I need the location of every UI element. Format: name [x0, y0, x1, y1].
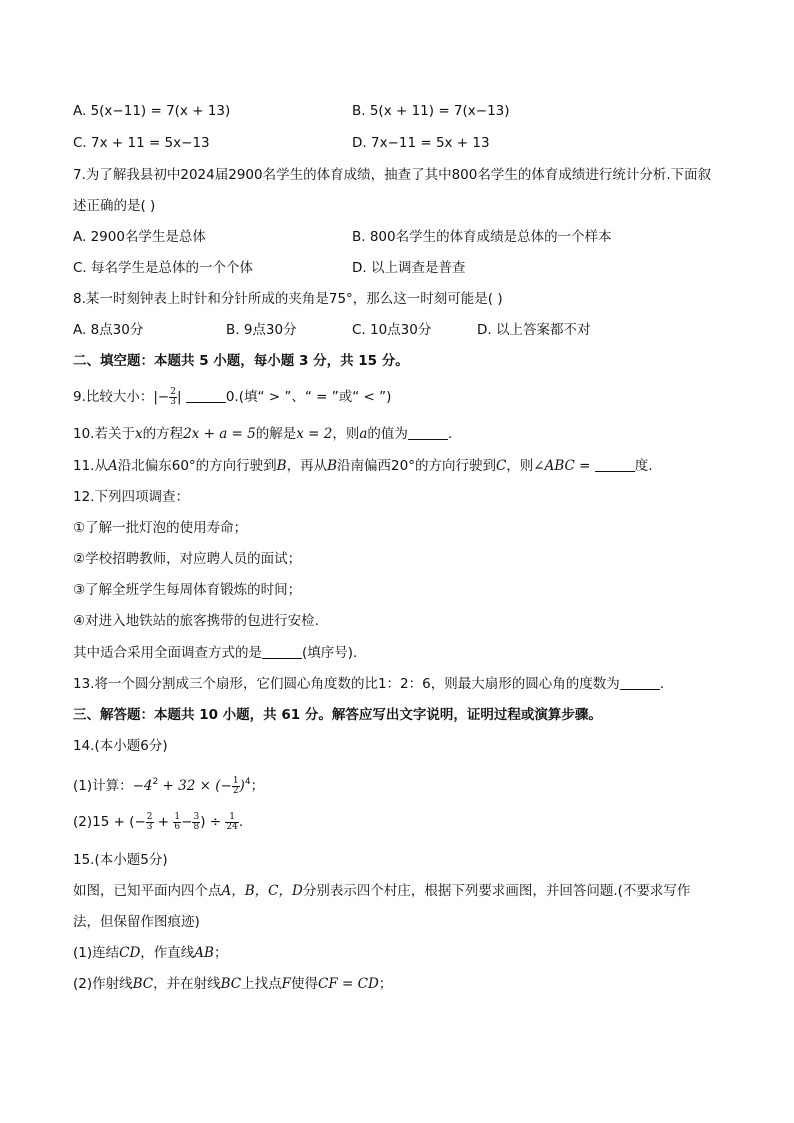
q8-option-c: C. 10点30分	[352, 322, 432, 338]
q7-option-b: B. 800名学生的体育成绩是总体的一个样本	[352, 229, 612, 245]
q11: 11.从A沿北偏东60°的方向行驶到B，再从B沿南偏西20°的方向行驶到C，则∠ABC = 度.	[73, 458, 653, 474]
q6-option-d: D. 7x−11 = 5x + 13	[352, 135, 490, 151]
q14-part-2: (2)15 + (− $\frac{2}{3}$ + $\frac{1}{6}$ − $\frac{3}{8}$ ) ÷ $\frac{1}{24}$ .	[73, 811, 244, 832]
q15-part-1: (1)连结CD，作直线AB；	[73, 945, 228, 961]
q15-title: 15.(本小题5分)	[73, 852, 168, 868]
q14-title: 14.(本小题6分)	[73, 738, 168, 754]
q15-part-2: (2)作射线BC，并在射线BC上找点F使得CF = CD；	[73, 976, 393, 992]
q8-option-b: B. 9点30分	[226, 322, 297, 338]
q15-stem-line1: 如图，已知平面内四个点A，B，C，D分别表示四个村庄，根据下列要求画图，并回答问题.(不要求写作	[73, 883, 691, 899]
q15-stem-line2: 法，但保留作图痕迹)	[73, 914, 200, 930]
q7-option-d: D. 以上调查是普查	[352, 260, 466, 276]
q8-option-d: D. 以上答案都不对	[477, 322, 591, 338]
q7-option-c: C. 每名学生是总体的一个个体	[73, 260, 254, 276]
q9-answer-blank	[186, 390, 226, 403]
q6-option-a: A. 5(x−11) = 7(x + 13)	[73, 103, 231, 119]
section-2-heading: 二、填空题：本题共 5 小题，每小题 3 分，共 15 分。	[73, 353, 409, 369]
q6-option-c: C. 7x + 11 = 5x−13	[73, 135, 210, 151]
q11-answer-blank	[595, 459, 635, 472]
q12-item-4: ④对进入地铁站的旅客携带的包进行安检.	[73, 613, 319, 629]
q12-item-2: ②学校招聘教师，对应聘人员的面试；	[73, 551, 302, 567]
q13: 13.将一个圆分割成三个扇形，它们圆心角度数的比1：2：6，则最大扇形的圆心角的度数为 .	[73, 676, 665, 692]
q12-item-3: ③了解全班学生每周体育锻炼的时间；	[73, 582, 302, 598]
q12-stem: 12.下列四项调查：	[73, 489, 189, 505]
q9: 9.比较大小：|− $\frac{2}{3}$ | 0.(填“ > ”、“ = ”或“ < ”)	[73, 386, 392, 407]
q14-part-1: (1)计算：$-4^2 + 32$ × (− $\frac{1}{2}$ )$^4$；	[73, 775, 265, 796]
q7-stem-line2: 述正确的是( )	[73, 198, 156, 214]
q13-answer-blank	[620, 677, 660, 690]
q7-option-a: A. 2900名学生是总体	[73, 229, 206, 245]
q8-option-a: A. 8点30分	[73, 322, 144, 338]
q9-fraction: $\frac{2}{3}$	[170, 386, 176, 407]
q8-stem: 8.某一时刻钟表上时针和分针所成的夹角是75°，那么这一时刻可能是( )	[73, 291, 503, 307]
q12-question: 其中适合采用全面调查方式的是 (填序号).	[73, 645, 358, 661]
section-3-heading: 三、解答题：本题共 10 小题，共 61 分。解答应写出文字说明，证明过程或演算步骤。	[73, 707, 602, 723]
q12-answer-blank	[262, 646, 302, 659]
q6-option-b: B. 5(x + 11) = 7(x−13)	[352, 103, 510, 119]
q10-answer-blank	[408, 427, 448, 440]
q12-item-1: ①了解一批灯泡的使用寿命；	[73, 520, 248, 536]
q7-stem-line1: 7.为了解我县初中2024届2900名学生的体育成绩，抽查了其中800名学生的体育成绩进行统计分析.下面叙	[73, 167, 712, 183]
q10: 10.若关于x的方程2x + a = 5的解是x = 2，则a的值为 .	[73, 426, 453, 442]
